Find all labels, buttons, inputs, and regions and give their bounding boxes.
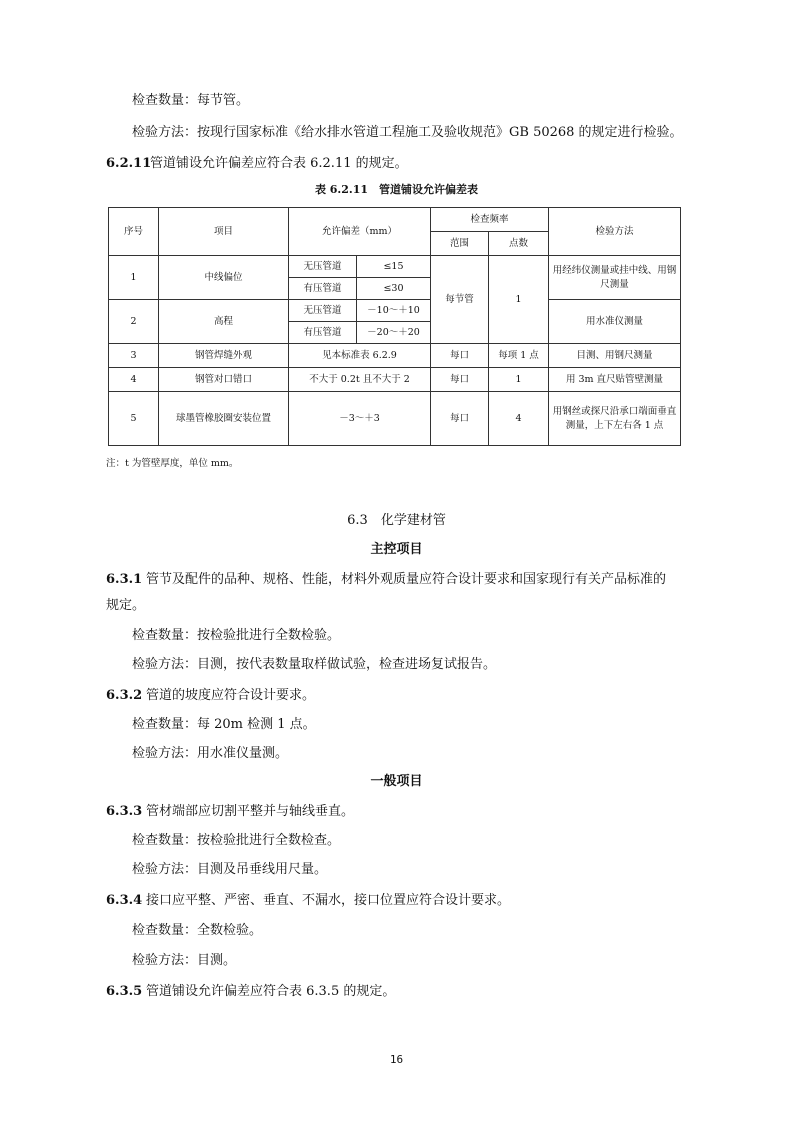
table-row xyxy=(109,256,681,278)
cell-range: 每口 xyxy=(431,368,489,392)
cell-item: 高程 xyxy=(159,300,289,344)
header-method: 检验方法 xyxy=(549,208,681,256)
clause-text: 接口应平整、严密、垂直、不漏水，接口位置应符合设计要求。 xyxy=(146,893,511,908)
clause-text: 管材端部应切割平整并与轴线垂直。 xyxy=(146,804,355,819)
cell-points: 每项 1 点 xyxy=(489,344,549,368)
cell-item: 钢管对口错口 xyxy=(159,368,289,392)
header-frequency: 检查频率 xyxy=(431,208,549,232)
clause-number: 6.2.11 xyxy=(106,156,152,171)
cell-method: 用经纬仪测量或挂中线、用钢尺测量 xyxy=(549,256,681,300)
inspection-method-line: 检验方法：目测。 xyxy=(132,953,237,968)
cell-range: 每口 xyxy=(431,392,489,446)
clause-number: 6.3.1 xyxy=(106,572,143,587)
header-tolerance: 允许偏差（mm） xyxy=(289,208,431,256)
inspection-quantity-line: 检查数量：全数检验。 xyxy=(132,923,263,938)
section-title: 6.3 化学建材管 xyxy=(347,513,446,528)
tolerance-table xyxy=(108,207,681,446)
cell-range: 每口 xyxy=(431,344,489,368)
table-header-row xyxy=(109,208,681,232)
table-row xyxy=(109,392,681,446)
inspection-quantity-line: 检查数量：每节管。 xyxy=(132,93,250,108)
clause-text: 管节及配件的品种、规格、性能，材料外观质量应符合设计要求和国家现行有关产品标准的 xyxy=(146,572,667,587)
cell-seq: 4 xyxy=(109,368,159,392)
table-note: 注：t 为管壁厚度，单位 mm。 xyxy=(106,458,239,469)
inspection-quantity-line: 检查数量：按检验批进行全数检查。 xyxy=(132,833,341,848)
cell-sub-value: －10～＋10 xyxy=(357,300,431,322)
inspection-quantity-line: 检查数量：每 20m 检测 1 点。 xyxy=(132,717,316,732)
clause-number: 6.3.2 xyxy=(106,688,143,703)
cell-sub-value: ≤15 xyxy=(357,256,431,278)
cell-sub-value: －20～＋20 xyxy=(357,322,431,344)
clause-text: 管道铺设允许偏差应符合表 6.3.5 的规定。 xyxy=(146,984,396,999)
header-range: 范围 xyxy=(431,232,489,256)
inspection-method-line: 检验方法：用水准仪量测。 xyxy=(132,746,289,761)
table-row xyxy=(109,368,681,392)
header-item: 项目 xyxy=(159,208,289,256)
inspection-method-line: 检验方法：按现行国家标准《给水排水管道工程施工及验收规范》GB 50268 的规定进行检验。 xyxy=(132,125,683,140)
cell-points: 1 xyxy=(489,256,549,344)
header-seq: 序号 xyxy=(109,208,159,256)
page-number: 16 xyxy=(389,1053,404,1066)
clause-number: 6.3.4 xyxy=(106,893,143,908)
cell-seq: 2 xyxy=(109,300,159,344)
cell-sub-label: 无压管道 xyxy=(289,300,357,322)
clause-text-continued: 规定。 xyxy=(106,598,146,613)
clause-text: 管道铺设允许偏差应符合表 6.2.11 的规定。 xyxy=(150,156,408,171)
cell-method: 用钢丝或探尺沿承口端面垂直测量，上下左右各 1 点 xyxy=(549,392,681,446)
cell-points: 4 xyxy=(489,392,549,446)
cell-method: 用 3m 直尺贴管壁测量 xyxy=(549,368,681,392)
cell-sub-label: 无压管道 xyxy=(289,256,357,278)
clause-number: 6.3.5 xyxy=(106,984,143,999)
cell-sub-value: ≤30 xyxy=(357,278,431,300)
cell-points: 1 xyxy=(489,368,549,392)
table-row xyxy=(109,344,681,368)
header-points: 点数 xyxy=(489,232,549,256)
cell-seq: 3 xyxy=(109,344,159,368)
table-row xyxy=(109,300,681,322)
cell-tolerance: －3～＋3 xyxy=(289,392,431,446)
cell-item: 中线偏位 xyxy=(159,256,289,300)
clause-number: 6.3.3 xyxy=(106,804,143,819)
cell-range: 每节管 xyxy=(431,256,489,344)
clause-text: 管道的坡度应符合设计要求。 xyxy=(146,688,316,703)
inspection-method-line: 检验方法：目测，按代表数量取样做试验，检查进场复试报告。 xyxy=(132,657,497,672)
inspection-method-line: 检验方法：目测及吊垂线用尺量。 xyxy=(132,862,328,877)
inspection-quantity-line: 检查数量：按检验批进行全数检验。 xyxy=(132,628,341,643)
main-items-heading: 主控项目 xyxy=(370,542,423,557)
cell-method: 目测、用钢尺测量 xyxy=(549,344,681,368)
general-items-heading: 一般项目 xyxy=(370,774,423,789)
cell-item: 钢管焊缝外观 xyxy=(159,344,289,368)
table-caption: 表 6.2.11 管道铺设允许偏差表 xyxy=(314,183,479,196)
cell-tolerance: 见本标准表 6.2.9 xyxy=(289,344,431,368)
cell-sub-label: 有压管道 xyxy=(289,322,357,344)
cell-method: 用水准仪测量 xyxy=(549,300,681,344)
cell-item: 球墨管橡胶圈安装位置 xyxy=(159,392,289,446)
cell-sub-label: 有压管道 xyxy=(289,278,357,300)
cell-seq: 1 xyxy=(109,256,159,300)
cell-tolerance: 不大于 0.2t 且不大于 2 xyxy=(289,368,431,392)
cell-seq: 5 xyxy=(109,392,159,446)
